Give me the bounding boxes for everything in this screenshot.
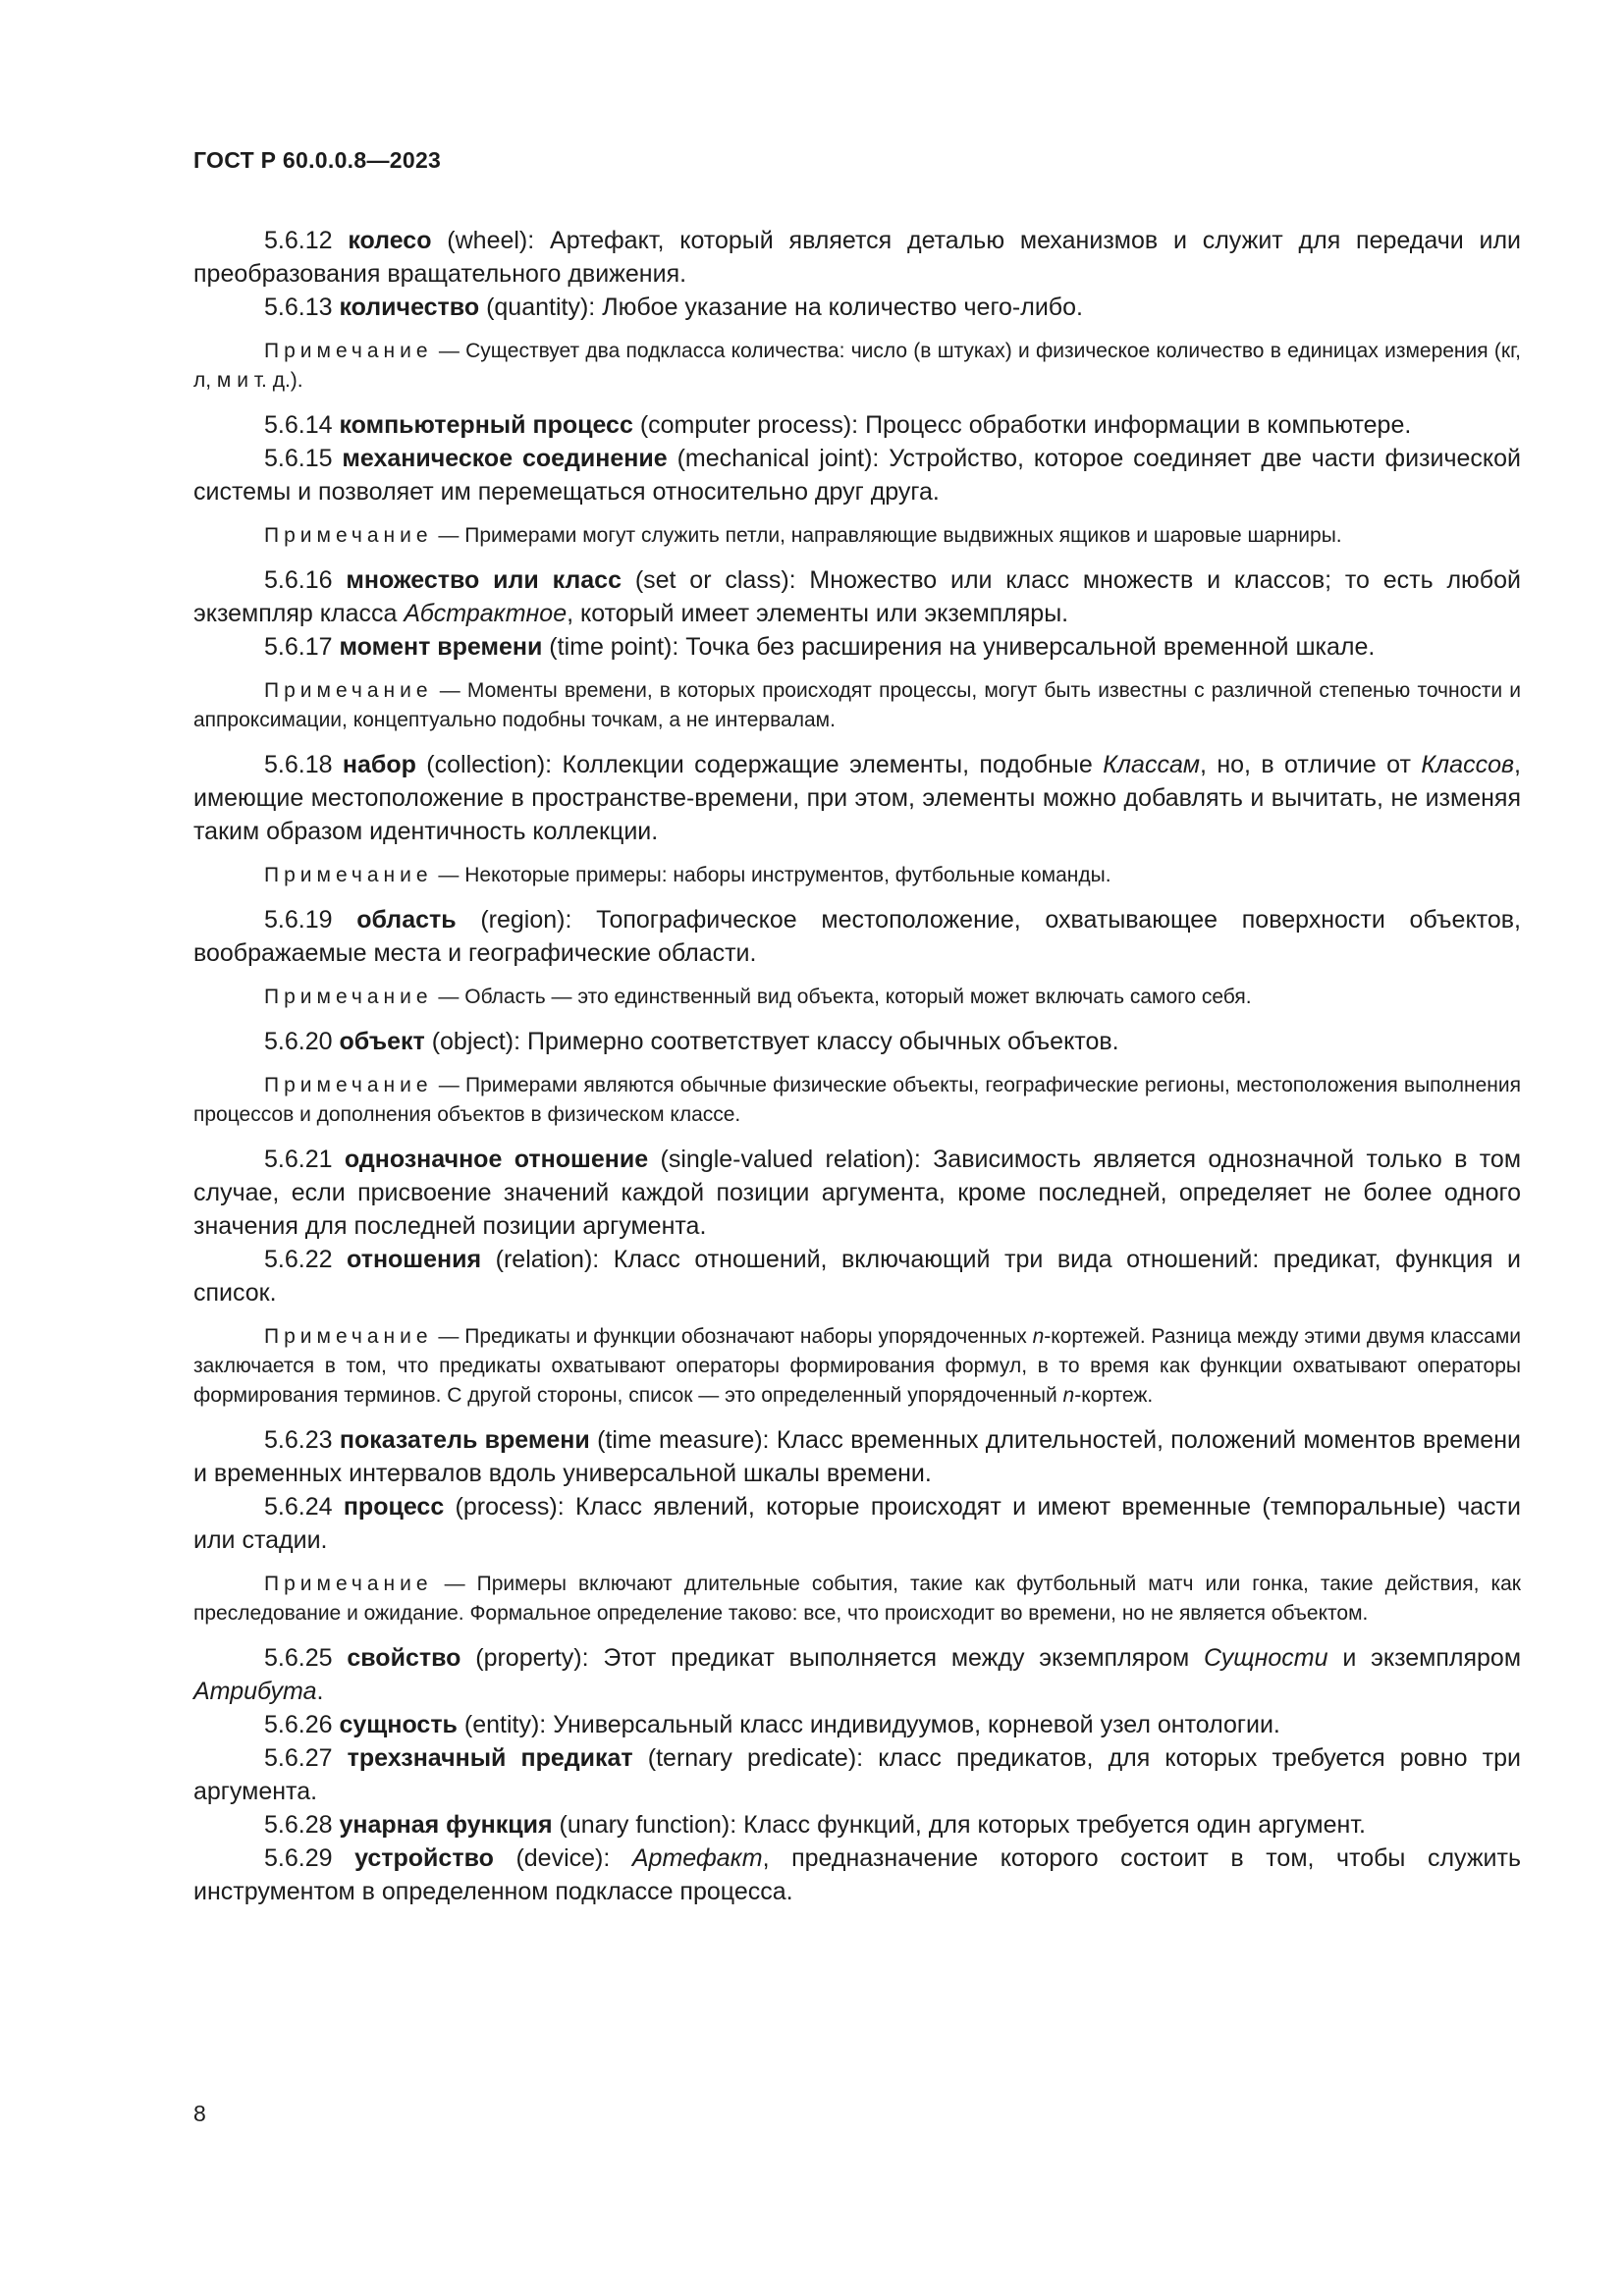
entry-term: область	[356, 906, 457, 934]
body-text: Коллекции содержащие элементы, подобные	[562, 751, 1104, 778]
entry-english-term: (collection):	[426, 751, 553, 778]
body-text: , который имеет элементы или экземпляры.	[567, 600, 1069, 627]
italic-text: Классов	[1421, 751, 1515, 778]
body-text: Некоторые примеры: наборы инструментов, футбольные команды.	[464, 864, 1111, 886]
entry-english-term: (quantity):	[486, 294, 596, 321]
body-text: Предикаты и функции обозначают наборы упорядоченных	[464, 1325, 1033, 1348]
italic-text: Атрибута	[193, 1678, 317, 1705]
note-label: Примечание	[264, 1325, 433, 1348]
entry-number: 5.6.12	[264, 227, 333, 254]
entry-english-term: (computer process):	[639, 411, 859, 439]
definition-entry	[193, 1842, 1521, 1908]
entry-english-term: (mechanical joint):	[677, 445, 880, 472]
entry-number: 5.6.22	[264, 1246, 333, 1273]
entry-number: 5.6.28	[264, 1811, 333, 1839]
body-text: и экземпляром	[1327, 1644, 1522, 1672]
italic-text: n	[1032, 1325, 1045, 1348]
definition-entry	[193, 1708, 1521, 1741]
definition-entry	[193, 1808, 1521, 1842]
body-text: Топографическое местоположение, охватывающее поверхности объектов, воображаемые места и географические области.	[193, 906, 1521, 967]
entry-english-term: (unary function):	[559, 1811, 737, 1839]
entry-term: процесс	[343, 1493, 445, 1521]
entry-term: сущность	[339, 1711, 458, 1738]
entry-term: объект	[339, 1028, 425, 1055]
definitions-list	[193, 224, 1521, 1908]
body-text: Существует два подкласса количества: число (в штуках) и физическое количество в единицах измерения (кг, л, м и т. д.).	[193, 340, 1522, 392]
entry-number: 5.6.27	[264, 1744, 333, 1772]
definition-entry	[193, 408, 1521, 442]
note-label: Примечание	[264, 679, 433, 702]
body-text: Устройство, которое соединяет две части физической системы и позволяет им перемещаться относительно друг друга.	[193, 445, 1522, 506]
entry-term: колесо	[348, 227, 432, 254]
body-text: Примерами могут служить петли, направляющие выдвижных ящиков и шаровые шарниры.	[464, 524, 1342, 547]
body-text: Артефакт, который является деталью механизмов и служит для передачи или преобразования вращательного движения.	[193, 227, 1522, 288]
entry-number: 5.6.24	[264, 1493, 333, 1521]
note-paragraph: Примечание — Примерами могут служить петли, направляющие выдвижных ящиков и шаровые шарниры.	[264, 524, 1342, 547]
entry-number: 5.6.14	[264, 411, 333, 439]
italic-text: Классам	[1103, 751, 1200, 778]
italic-text: Сущности	[1204, 1644, 1328, 1672]
definition-entry	[193, 1243, 1521, 1309]
entry-term: свойство	[347, 1644, 461, 1672]
body-text: Область — это единственный вид объекта, который может включать самого себя.	[464, 986, 1252, 1008]
entry-english-term: (object):	[431, 1028, 521, 1055]
note-paragraph: Примечание — Некоторые примеры: наборы инструментов, футбольные команды.	[264, 864, 1111, 886]
page-number: 8	[193, 2101, 206, 2126]
entry-term: унарная функция	[339, 1811, 553, 1839]
body-text: Множество или класс множеств и классов; то есть любой экземпляр класса	[193, 566, 1521, 627]
body-text: , но, в отличие от	[1199, 751, 1422, 778]
definition-entry	[193, 291, 1521, 324]
entry-english-term: (region):	[480, 906, 572, 934]
entry-number: 5.6.20	[264, 1028, 333, 1055]
note-paragraph: Примечание — Область — это единственный вид объекта, который может включать самого себя.	[264, 986, 1252, 1008]
entry-term: отношения	[347, 1246, 482, 1273]
body-text: , предназначение которого состоит в том, чтобы служить инструментом в определенном подклассе процесса.	[193, 1844, 1521, 1905]
definition-entry	[193, 1490, 1521, 1557]
entry-english-term: (relation):	[495, 1246, 600, 1273]
body-text: Класс временных длительностей, положений моментов времени и временных интервалов вдоль универсальной шкалы времени.	[193, 1426, 1521, 1487]
definition-entry	[193, 563, 1521, 630]
definition-entry	[193, 442, 1521, 508]
note-paragraph: Примечание — Моменты времени, в которых происходят процессы, могут быть известны с различной степенью точности и аппроксимации, концептуально подобны точкам, а не интервалам.	[193, 679, 1522, 731]
body-text: , имеющие местоположение в пространстве-времени, при этом, элементы можно добавлять и вычитать, не изменяя таким образом идентичность коллекции.	[193, 751, 1521, 845]
entry-term: момент времени	[339, 633, 543, 661]
entry-english-term: (wheel):	[447, 227, 535, 254]
italic-text: n	[1062, 1384, 1075, 1407]
body-text: Точка без расширения на универсальной временной шкале.	[685, 633, 1376, 661]
entry-term: однозначное отношение	[344, 1146, 649, 1173]
definition-entry	[193, 1423, 1521, 1490]
entry-english-term: (entity):	[463, 1711, 547, 1738]
body-text: Процесс обработки информации в компьютере.	[865, 411, 1412, 439]
entry-english-term: (ternary predicate):	[647, 1744, 864, 1772]
note-paragraph: Примечание — Существует два подкласса количества: число (в штуках) и физическое количество в единицах измерения (кг, л, м и т. д.).	[193, 340, 1522, 392]
note-paragraph: Примечание — Предикаты и функции обозначают наборы упорядоченных n-кортежей. Разница между этими двумя классами заключается в том, что предикаты охватывают операторы формирования формул, в то время как функции охватывают операторы формирования терминов. С другой стороны, список — это определенный упорядоченный n-кортеж.	[193, 1325, 1522, 1407]
body-text: .	[316, 1678, 324, 1705]
body-text: Моменты времени, в которых происходят процессы, могут быть известны с различной степенью точности и аппроксимации, концептуально подобны точкам, а не интервалам.	[193, 679, 1522, 731]
entry-english-term: (set or class):	[634, 566, 796, 594]
definition-entry	[193, 1143, 1521, 1243]
entry-number: 5.6.15	[264, 445, 333, 472]
body-text: -кортеж.	[1074, 1384, 1154, 1407]
note-label: Примечание	[264, 864, 433, 886]
definition-entry	[193, 748, 1521, 848]
entry-number: 5.6.29	[264, 1844, 333, 1872]
entry-term: компьютерный процесс	[339, 411, 633, 439]
note-label: Примечание	[264, 340, 433, 362]
entry-number: 5.6.21	[264, 1146, 333, 1173]
body-text: Класс отношений, включающий три вида отношений: предикат, функция и список.	[193, 1246, 1521, 1307]
body-text: Примерами являются обычные физические объекты, географические регионы, местоположения выполнения процессов и дополнения объектов в физическом классе.	[193, 1074, 1522, 1126]
document-code-header: ГОСТ Р 60.0.0.8—2023	[193, 147, 442, 173]
entry-number: 5.6.19	[264, 906, 333, 934]
entry-term: множество или класс	[346, 566, 622, 594]
note-label: Примечание	[264, 1573, 433, 1595]
note-label: Примечание	[264, 1074, 433, 1096]
entry-english-term: (property):	[475, 1644, 589, 1672]
entry-number: 5.6.16	[264, 566, 333, 594]
note-label: Примечание	[264, 986, 433, 1008]
note-paragraph: Примечание — Примерами являются обычные физические объекты, географические регионы, местоположения выполнения процессов и дополнения объектов в физическом классе.	[193, 1074, 1522, 1126]
body-text: Зависимость является однозначной только в том случае, если присвоение значений каждой позиции аргумента, кроме последней, определяет не более одного значения для последней позиции аргумента.	[193, 1146, 1522, 1240]
definition-entry	[193, 224, 1521, 291]
entry-term: набор	[342, 751, 416, 778]
entry-english-term: (process):	[455, 1493, 565, 1521]
note-paragraph: Примечание — Примеры включают длительные события, такие как футбольный матч или гонка, такие действия, как преследование и ожидание. Формальное определение таково: все, что происходит во времени, но не является объектом.	[193, 1573, 1521, 1625]
entry-english-term: (single-valued relation):	[660, 1146, 921, 1173]
entry-number: 5.6.23	[264, 1426, 333, 1454]
entry-term: трехзначный предикат	[347, 1744, 633, 1772]
definition-entry	[193, 630, 1521, 664]
italic-text: Артефакт	[631, 1844, 763, 1872]
body-text: Примеры включают длительные события, такие как футбольный матч или гонка, такие действия, как преследование и ожидание. Формальное определение таково: все, что происходит во времени, но не является объектом.	[193, 1573, 1521, 1625]
body-text: -кортежей. Разница между этими двумя классами заключается в том, что предикаты охватывают операторы формирования формул, в то время как функции охватывают операторы формирования терминов. С другой стороны, список — это определенный упорядоченный	[193, 1325, 1522, 1407]
body-text: Класс функций, для которых требуется один аргумент.	[743, 1811, 1366, 1839]
body-text: Любое указание на количество чего-либо.	[602, 294, 1083, 321]
entry-term: показатель времени	[339, 1426, 590, 1454]
definition-entry	[193, 1741, 1521, 1808]
entry-number: 5.6.25	[264, 1644, 333, 1672]
body-text: Класс явлений, которые происходят и имеют временные (темпоральные) части или стадии.	[193, 1493, 1521, 1554]
body-text: Этот предикат выполняется между экземпляром	[603, 1644, 1205, 1672]
body-text: Примерно соответствует классу обычных объектов.	[526, 1028, 1119, 1055]
definition-entry	[193, 1641, 1521, 1708]
entry-english-term: (time point):	[549, 633, 679, 661]
definition-entry	[193, 1025, 1521, 1058]
body-text: Универсальный класс индивидуумов, корневой узел онтологии.	[553, 1711, 1280, 1738]
entry-term: количество	[339, 294, 480, 321]
entry-term: механическое соединение	[342, 445, 668, 472]
entry-term: устройство	[354, 1844, 494, 1872]
entry-number: 5.6.18	[264, 751, 333, 778]
definition-entry	[193, 903, 1521, 970]
entry-english-term: (time measure):	[597, 1426, 770, 1454]
entry-number: 5.6.26	[264, 1711, 333, 1738]
entry-number: 5.6.13	[264, 294, 333, 321]
entry-english-term: (device):	[515, 1844, 611, 1872]
note-label: Примечание	[264, 524, 433, 547]
italic-text: Абстрактное	[404, 600, 568, 627]
entry-number: 5.6.17	[264, 633, 333, 661]
body-text: класс предикатов, для которых требуется ровно три аргумента.	[193, 1744, 1521, 1805]
